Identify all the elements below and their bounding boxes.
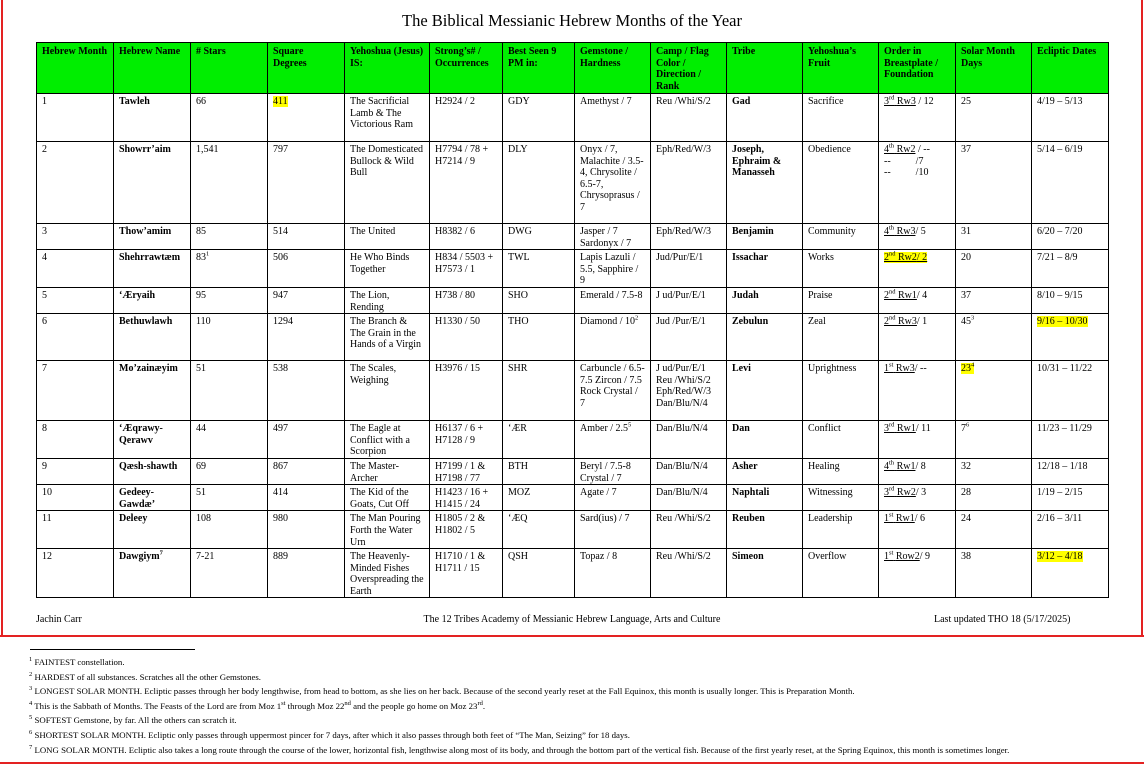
- solar-cell: 31: [956, 224, 1032, 250]
- seen-cell: QSH: [503, 549, 575, 598]
- table-row: [37, 361, 1109, 421]
- name-cell: Qæsh-shawth: [114, 458, 191, 484]
- gem-cell: Topaz / 8: [575, 549, 651, 598]
- camp-cell: Eph/Red/W/3: [651, 224, 727, 250]
- footnote: $^6$ SHORTEST SOLAR MONTH. Ecliptic only passes through uppermost pincer for 7 days, after which it also passes through both feet of “The Man, Seizing” for 18 days.: [29, 729, 630, 740]
- order-cell: 3rd Rw3 / 12: [879, 94, 956, 142]
- seen-cell: BTH: [503, 458, 575, 484]
- table-row: [37, 94, 1109, 142]
- tribe-cell: Joseph, Ephraim & Manasseh: [727, 142, 803, 224]
- solar-cell: $45^3$: [956, 314, 1032, 361]
- jesus-cell: He Who Binds Together: [345, 250, 430, 288]
- solar-cell: 20: [956, 250, 1032, 288]
- order-cell: 4th Rw2 / -- -- /7 -- /10: [879, 142, 956, 224]
- camp-cell: Jud/Pur/E/1: [651, 250, 727, 288]
- page-title: The Biblical Messianic Hebrew Months of the Year: [401, 11, 742, 30]
- table-row: [37, 287, 1109, 313]
- footer-author: Jachin Carr: [36, 614, 82, 625]
- ecliptic-cell: 5/14 – 6/19: [1032, 142, 1109, 224]
- month-cell: 9: [37, 458, 114, 484]
- header-hebrew-month: Hebrew Month: [37, 43, 114, 94]
- gem-cell: Beryl / 7.5-8 Crystal / 7: [575, 458, 651, 484]
- month-cell: 12: [37, 549, 114, 598]
- order-cell: 2nd Rw2/ 2: [879, 250, 956, 288]
- month-cell: 8: [37, 421, 114, 459]
- month-cell: 4: [37, 250, 114, 288]
- ecliptic-cell: 1/19 – 2/15: [1032, 485, 1109, 511]
- month-cell: 6: [37, 314, 114, 361]
- header-yehoshua-is: Yehoshua (Jesus) IS:: [345, 43, 430, 94]
- footnote: $^1$ FAINTEST constellation.: [29, 656, 125, 667]
- jesus-cell: The Domesticated Bullock & Wild Bull: [345, 142, 430, 224]
- jesus-cell: The Scales, Weighing: [345, 361, 430, 421]
- name-cell: Tawleh: [114, 94, 191, 142]
- month-cell: 3: [37, 224, 114, 250]
- month-cell: 5: [37, 287, 114, 313]
- order-cell: 1st Rw1/ 6: [879, 511, 956, 549]
- seen-cell: ‘ÆR: [503, 421, 575, 459]
- name-cell: ‘Æryaih: [114, 287, 191, 313]
- jesus-cell: The Lion, Rending: [345, 287, 430, 313]
- name-cell: Thow’amim: [114, 224, 191, 250]
- month-cell: 11: [37, 511, 114, 549]
- strongs-cell: H7199 / 1 & H7198 / 77: [430, 458, 503, 484]
- footer-organization: The 12 Tribes Academy of Messianic Hebrew Language, Arts and Culture: [423, 614, 721, 625]
- fruit-cell: Zeal: [803, 314, 879, 361]
- seen-cell: DWG: [503, 224, 575, 250]
- camp-cell: J ud/Pur/E/1: [651, 287, 727, 313]
- strongs-cell: H7794 / 78 + H7214 / 9: [430, 142, 503, 224]
- gem-cell: Agate / 7: [575, 485, 651, 511]
- header-hebrew-name: Hebrew Name: [114, 43, 191, 94]
- fruit-cell: Healing: [803, 458, 879, 484]
- camp-cell: Dan/Blu/N/4: [651, 458, 727, 484]
- tribe-cell: Reuben: [727, 511, 803, 549]
- stars-cell: 7-21: [191, 549, 268, 598]
- table-row: [37, 224, 1109, 250]
- header-strongs: Strong’s# / Occurrences: [430, 43, 503, 94]
- header-square-degrees: Square Degrees: [268, 43, 345, 94]
- footer-last-updated: Last updated THO 18 (5/17/2025): [934, 614, 1071, 625]
- ecliptic-cell: 8/10 – 9/15: [1032, 287, 1109, 313]
- months-table: [36, 42, 1109, 598]
- seen-cell: SHR: [503, 361, 575, 421]
- table-row: [37, 250, 1109, 288]
- stars-cell: 51: [191, 485, 268, 511]
- tribe-cell: Zebulun: [727, 314, 803, 361]
- name-cell: Dawgiym$^7$: [114, 549, 191, 598]
- name-cell: Mo’zainæyim: [114, 361, 191, 421]
- jesus-cell: The Eagle at Conflict with a Scorpion: [345, 421, 430, 459]
- strongs-cell: H738 / 80: [430, 287, 503, 313]
- footnote-rule: [30, 649, 195, 650]
- seen-cell: GDY: [503, 94, 575, 142]
- jesus-cell: The Sacrificial Lamb & The Victorious Ram: [345, 94, 430, 142]
- footnote: $^2$ HARDEST of all substances. Scratches all the other Gemstones.: [29, 670, 262, 682]
- stars-cell: 69: [191, 458, 268, 484]
- footnote: $^3$ LONGEST SOLAR MONTH. Ecliptic passes through her body lengthwise, from head to bottom, as she lies on her back. Because of the second yearly reset at the Fall Equinox, this month is usually longer. This is Preparation Month.: [29, 685, 855, 697]
- stars-cell: 51: [191, 361, 268, 421]
- jesus-cell: The United: [345, 224, 430, 250]
- gem-cell: Jasper / 7 Sardonyx / 7: [575, 224, 651, 250]
- square-cell: 797: [268, 142, 345, 224]
- solar-cell: 37: [956, 287, 1032, 313]
- camp-cell: Jud /Pur/E/1: [651, 314, 727, 361]
- fruit-cell: Works: [803, 250, 879, 288]
- strongs-cell: H3976 / 15: [430, 361, 503, 421]
- table-row: [37, 549, 1109, 598]
- table-row: [37, 142, 1109, 224]
- table-row: [37, 458, 1109, 484]
- gem-cell: Amber / $2.5^5$: [575, 421, 651, 459]
- order-cell: 2nd Rw1/ 4: [879, 287, 956, 313]
- header-tribe: Tribe: [727, 43, 803, 94]
- tribe-cell: Asher: [727, 458, 803, 484]
- ecliptic-cell: 11/23 – 11/29: [1032, 421, 1109, 459]
- seen-cell: THO: [503, 314, 575, 361]
- tribe-cell: Judah: [727, 287, 803, 313]
- table-row: [37, 421, 1109, 459]
- fruit-cell: Leadership: [803, 511, 879, 549]
- strongs-cell: H1423 / 16 + H1415 / 24: [430, 485, 503, 511]
- tribe-cell: Simeon: [727, 549, 803, 598]
- bottom-border: [0, 762, 1144, 764]
- solar-cell: $23^4$: [956, 361, 1032, 421]
- order-cell: 4th Rw3/ 5: [879, 224, 956, 250]
- jesus-cell: The Man Pouring Forth the Water Urn: [345, 511, 430, 549]
- footnote: $^5$ SOFTEST Gemstone, by far. All the others can scratch it.: [29, 714, 237, 726]
- ecliptic-cell: 2/16 – 3/11: [1032, 511, 1109, 549]
- month-cell: 7: [37, 361, 114, 421]
- solar-cell: $7^6$: [956, 421, 1032, 459]
- fruit-cell: Praise: [803, 287, 879, 313]
- name-cell: Showrr’aim: [114, 142, 191, 224]
- square-cell: 867: [268, 458, 345, 484]
- seen-cell: ‘ÆQ: [503, 511, 575, 549]
- order-cell: 2nd Rw3/ 1: [879, 314, 956, 361]
- header-best-seen: Best Seen 9 PM in:: [503, 43, 575, 94]
- order-cell: 1st Rw3/ --: [879, 361, 956, 421]
- header-stars: # Stars: [191, 43, 268, 94]
- camp-cell: Reu /Whi/S/2: [651, 549, 727, 598]
- gem-cell: Onyx / 7, Malachite / 3.5-4, Chrysolite / 6.5-7, Chrysoprasus / 7: [575, 142, 651, 224]
- square-cell: [268, 94, 345, 142]
- tribe-cell: Benjamin: [727, 224, 803, 250]
- left-border: [1, 0, 3, 636]
- camp-cell: Reu /Whi/S/2: [651, 511, 727, 549]
- strongs-cell: H1805 / 2 & H1802 / 5: [430, 511, 503, 549]
- camp-cell: J ud/Pur/E/1 Reu /Whi/S/2 Eph/Red/W/3 Dan/Blu/N/4: [651, 361, 727, 421]
- table-row: [37, 314, 1109, 361]
- month-cell: 10: [37, 485, 114, 511]
- camp-cell: Reu /Whi/S/2: [651, 94, 727, 142]
- camp-cell: Dan/Blu/N/4: [651, 485, 727, 511]
- header-camp: Camp / Flag Color / Direction / Rank: [651, 43, 727, 94]
- tribe-cell: Dan: [727, 421, 803, 459]
- square-cell: 497: [268, 421, 345, 459]
- table-row: [37, 485, 1109, 511]
- stars-cell: 110: [191, 314, 268, 361]
- order-cell: 3rd Rw1/ 11: [879, 421, 956, 459]
- name-cell: Shehrrawtæm: [114, 250, 191, 288]
- square-cell: 889: [268, 549, 345, 598]
- strongs-cell: H8382 / 6: [430, 224, 503, 250]
- highlighted-value: 3/12 – 4/18: [1037, 551, 1083, 563]
- stars-cell: 95: [191, 287, 268, 313]
- stars-cell: 85: [191, 224, 268, 250]
- seen-cell: TWL: [503, 250, 575, 288]
- jesus-cell: The Kid of the Goats, Cut Off: [345, 485, 430, 511]
- fruit-cell: Conflict: [803, 421, 879, 459]
- tribe-cell: Gad: [727, 94, 803, 142]
- solar-cell: 32: [956, 458, 1032, 484]
- square-cell: 414: [268, 485, 345, 511]
- footnotes: [29, 655, 1129, 757]
- header-solar-days: Solar Month Days: [956, 43, 1032, 94]
- month-cell: 1: [37, 94, 114, 142]
- fruit-cell: Obedience: [803, 142, 879, 224]
- solar-cell: 24: [956, 511, 1032, 549]
- square-cell: 538: [268, 361, 345, 421]
- table-header-row: [37, 43, 1109, 94]
- stars-cell: 108: [191, 511, 268, 549]
- strongs-cell: H6137 / 6 + H7128 / 9: [430, 421, 503, 459]
- square-cell: 1294: [268, 314, 345, 361]
- camp-cell: Dan/Blu/N/4: [651, 421, 727, 459]
- ecliptic-cell: 10/31 – 11/22: [1032, 361, 1109, 421]
- ecliptic-cell: 6/20 – 7/20: [1032, 224, 1109, 250]
- square-cell: 506: [268, 250, 345, 288]
- header-fruit: Yehoshua’s Fruit: [803, 43, 879, 94]
- gem-cell: Carbuncle / 6.5-7.5 Zircon / 7.5 Rock Crystal / 7: [575, 361, 651, 421]
- seen-cell: DLY: [503, 142, 575, 224]
- month-cell: 2: [37, 142, 114, 224]
- square-cell: 947: [268, 287, 345, 313]
- ecliptic-cell: 4/19 – 5/13: [1032, 94, 1109, 142]
- name-cell: ‘Æqrawy-Qerawv: [114, 421, 191, 459]
- ecliptic-cell: 12/18 – 1/18: [1032, 458, 1109, 484]
- stars-cell: 1,541: [191, 142, 268, 224]
- seen-cell: MOZ: [503, 485, 575, 511]
- tribe-cell: Issachar: [727, 250, 803, 288]
- gem-cell: Diamond / $10^2$: [575, 314, 651, 361]
- name-cell: Bethuwlawh: [114, 314, 191, 361]
- strongs-cell: H2924 / 2: [430, 94, 503, 142]
- solar-cell: 25: [956, 94, 1032, 142]
- gem-cell: Emerald / 7.5-8: [575, 287, 651, 313]
- solar-cell: 37: [956, 142, 1032, 224]
- ecliptic-cell: [1032, 549, 1109, 598]
- jesus-cell: The Master-Archer: [345, 458, 430, 484]
- order-cell: 3rd Rw2/ 3: [879, 485, 956, 511]
- solar-cell: 38: [956, 549, 1032, 598]
- footnote: $^4$ This is the Sabbath of Months. The Feasts of the Lord are from Moz 1st through Moz 22nd and the people go home on Moz 23rd.: [29, 699, 486, 711]
- solar-cell: 28: [956, 485, 1032, 511]
- name-cell: Deleey: [114, 511, 191, 549]
- right-border: [1141, 0, 1143, 636]
- gem-cell: Lapis Lazuli / 5.5, Sapphire / 9: [575, 250, 651, 288]
- ecliptic-cell: 7/21 – 8/9: [1032, 250, 1109, 288]
- seen-cell: SHO: [503, 287, 575, 313]
- header-order: Order in Breastplate / Foundation: [879, 43, 956, 94]
- fruit-cell: Uprightness: [803, 361, 879, 421]
- fruit-cell: Community: [803, 224, 879, 250]
- fruit-cell: Sacrifice: [803, 94, 879, 142]
- square-cell: 514: [268, 224, 345, 250]
- table-row: [37, 511, 1109, 549]
- name-cell: Gedeey-Gawdæ’: [114, 485, 191, 511]
- gem-cell: Amethyst / 7: [575, 94, 651, 142]
- fruit-cell: Witnessing: [803, 485, 879, 511]
- stars-cell: 44: [191, 421, 268, 459]
- order-cell: 4th Rw1/ 8: [879, 458, 956, 484]
- header-gemstone: Gemstone / Hardness: [575, 43, 651, 94]
- jesus-cell: The Branch & The Grain in the Hands of a Virgin: [345, 314, 430, 361]
- order-cell: 1st Row2/ 9: [879, 549, 956, 598]
- footnote: $^7$ LONG SOLAR MONTH. Ecliptic also takes a long route through the course of the lower, horizontal fish, lengthwise along most of its body, and through the bottom part of the vertical fish. Because of the first yearly reset, at the Spring Equinox, this month is sometimes longer.: [29, 743, 1010, 755]
- square-cell: 980: [268, 511, 345, 549]
- footnote-separator-line: [0, 635, 1144, 637]
- strongs-cell: H834 / 5503 + H7573 / 1: [430, 250, 503, 288]
- camp-cell: Eph/Red/W/3: [651, 142, 727, 224]
- stars-cell: 66: [191, 94, 268, 142]
- strongs-cell: H1710 / 1 & H1711 / 15: [430, 549, 503, 598]
- tribe-cell: Levi: [727, 361, 803, 421]
- header-ecliptic-dates: Ecliptic Dates: [1032, 43, 1109, 94]
- strongs-cell: H1330 / 50: [430, 314, 503, 361]
- highlighted-value: 411: [273, 96, 288, 107]
- highlighted-value: 9/16 – 10/30: [1037, 316, 1088, 328]
- gem-cell: Sard(ius) / 7: [575, 511, 651, 549]
- fruit-cell: Overflow: [803, 549, 879, 598]
- ecliptic-cell: [1032, 314, 1109, 361]
- jesus-cell: The Heavenly-Minded Fishes Overspreading the Earth: [345, 549, 430, 598]
- tribe-cell: Naphtali: [727, 485, 803, 511]
- stars-cell: $83^1$: [191, 250, 268, 288]
